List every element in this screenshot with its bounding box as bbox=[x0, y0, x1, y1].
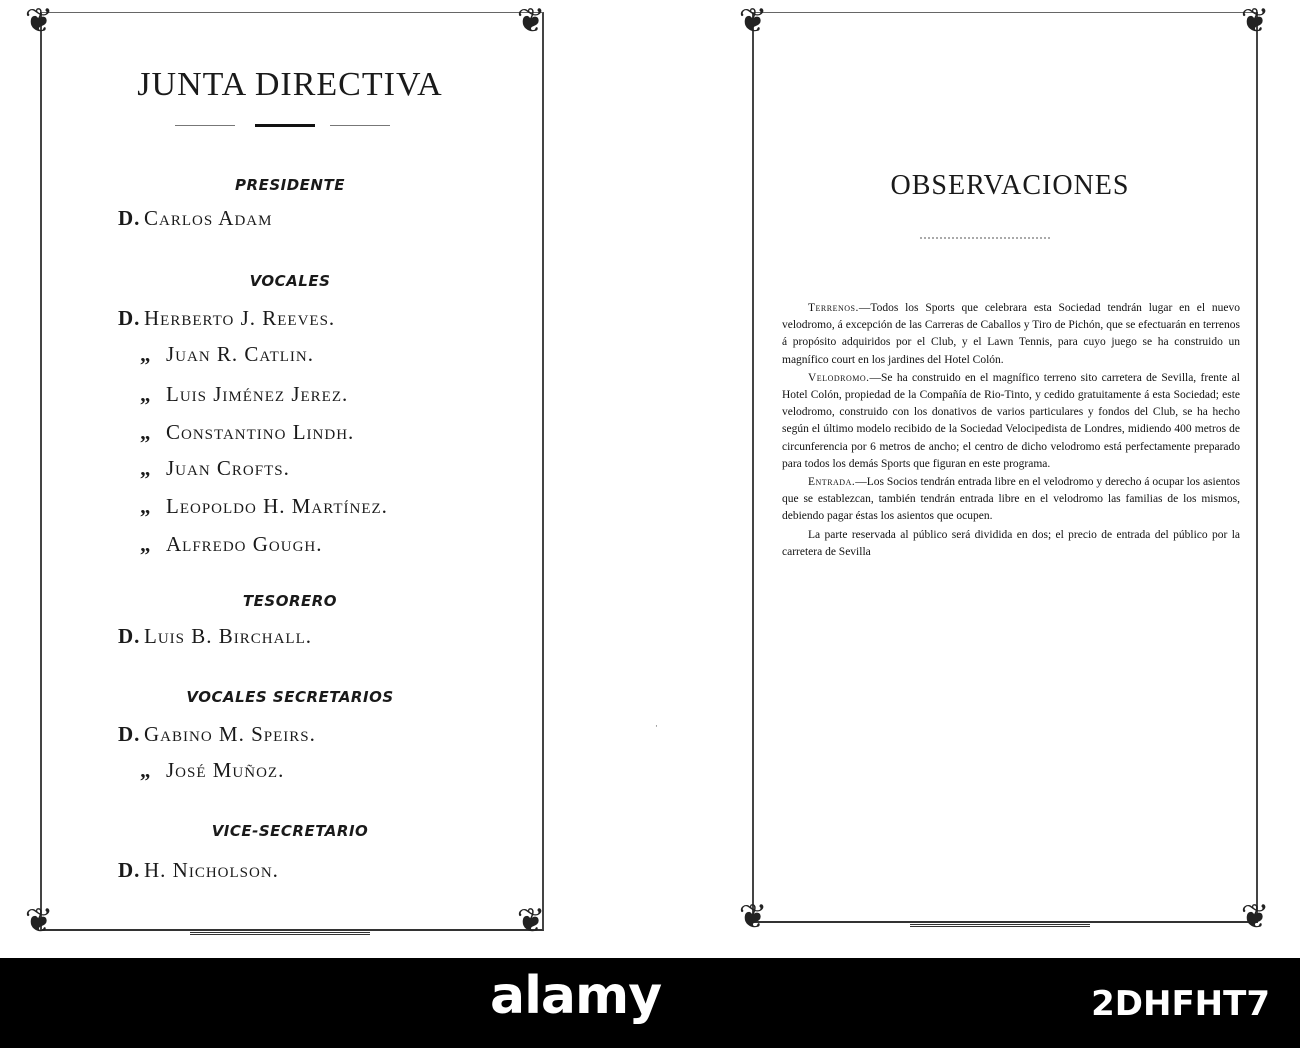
title-divider bbox=[255, 124, 315, 127]
member-name bbox=[118, 206, 272, 231]
member-name bbox=[140, 456, 290, 481]
member-prefix: D. bbox=[118, 624, 141, 648]
section-heading-vocales: VOCALES bbox=[249, 272, 331, 290]
member-text: H. Nicholson. bbox=[144, 858, 279, 882]
paragraph-publico bbox=[782, 527, 1240, 561]
title-divider bbox=[175, 125, 235, 126]
member-name bbox=[140, 382, 348, 407]
member-name bbox=[118, 306, 335, 331]
member-prefix: D. bbox=[118, 858, 141, 882]
paragraph-text: —Todos los Sports que celebrara esta Sociedad tendrán lugar en el nuevo velodromo, á excepción de las Carreras de Caballos y Tiro de Pichón, que se efectuarán en terrenos á propósito adquiridos por el Club, y el Lawn Tennis, para cuyo juego se ha construido un magnífico court en los jardines del Hotel Colón. bbox=[782, 302, 1240, 366]
member-text: Constantino Lindh. bbox=[166, 420, 355, 444]
member-text: Leopoldo H. Martínez. bbox=[166, 494, 388, 518]
member-text: Carlos Adam bbox=[144, 206, 273, 230]
member-text: José Muñoz. bbox=[166, 758, 285, 782]
paragraph-lead: Terrenos. bbox=[808, 302, 859, 314]
observaciones-title: OBSERVACIONES bbox=[890, 170, 1130, 201]
paragraph-entrada bbox=[782, 474, 1240, 526]
member-name bbox=[140, 342, 314, 367]
bottom-ornament bbox=[910, 914, 1090, 927]
page-title: JUNTA DIRECTIVA bbox=[137, 66, 443, 103]
paragraph-lead: Velodromo. bbox=[808, 371, 870, 384]
member-name bbox=[118, 624, 312, 649]
member-text: Herberto J. Reeves. bbox=[144, 306, 336, 330]
image-code: 2DHFHT7 bbox=[1091, 984, 1270, 1024]
member-prefix: „ bbox=[140, 420, 152, 444]
paragraph-terrenos bbox=[782, 300, 1240, 369]
member-name bbox=[140, 532, 323, 557]
section-heading-presidente: PRESIDENTE bbox=[235, 176, 345, 194]
member-name bbox=[118, 858, 279, 883]
corner-ornament-icon: ❦ bbox=[516, 901, 546, 941]
corner-ornament-icon: ❦ bbox=[1240, 897, 1270, 937]
watermark-footer bbox=[0, 958, 1300, 1048]
left-page bbox=[0, 0, 590, 958]
member-name bbox=[140, 420, 354, 445]
member-prefix: „ bbox=[140, 382, 152, 406]
member-prefix: „ bbox=[140, 532, 152, 556]
member-text: Juan Crofts. bbox=[166, 456, 290, 480]
paragraph-text: La parte reservada al público será dividida en dos; el precio de entrada del público por la carretera de Sevilla bbox=[782, 528, 1240, 558]
member-text: Gabino M. Speirs. bbox=[144, 722, 316, 746]
member-prefix: D. bbox=[118, 722, 141, 746]
section-heading-vice-secretario: VICE-SECRETARIO bbox=[211, 822, 369, 840]
corner-ornament-icon: ❦ bbox=[738, 897, 768, 937]
section-heading-vocales-secretarios: VOCALES SECRETARIOS bbox=[186, 688, 394, 706]
section-heading-tesorero: TESORERO bbox=[242, 592, 338, 610]
brand-logo: alamy bbox=[490, 966, 662, 1026]
corner-ornament-icon: ❦ bbox=[516, 1, 546, 41]
left-page-border bbox=[40, 12, 544, 931]
member-prefix: „ bbox=[140, 456, 152, 480]
member-text: Luis Jiménez Jerez. bbox=[166, 382, 349, 406]
paragraph-velodromo bbox=[782, 370, 1240, 473]
title-divider bbox=[330, 125, 390, 126]
member-prefix: „ bbox=[140, 758, 152, 782]
member-text: Juan R. Catlin. bbox=[166, 342, 315, 366]
spine-mark: · bbox=[655, 722, 658, 732]
member-prefix: „ bbox=[140, 494, 152, 518]
paragraph-text: —Los Socios tendrán entrada libre en el velodromo y derecho á ocupar los asientos que se establezcan, también tendrán entrada libre en el velodromo las familias de los mismos, debiendo pagar éstas los asientos que ocupen. bbox=[782, 476, 1240, 523]
observaciones-body bbox=[782, 300, 1240, 562]
member-text: Luis B. Birchall. bbox=[144, 624, 313, 648]
member-name bbox=[140, 494, 388, 519]
title-divider bbox=[920, 237, 1050, 241]
member-name bbox=[118, 722, 316, 747]
corner-ornament-icon: ❦ bbox=[24, 901, 54, 941]
corner-ornament-icon: ❦ bbox=[738, 1, 768, 41]
member-prefix: D. bbox=[118, 206, 141, 230]
member-name bbox=[140, 758, 284, 783]
member-prefix: „ bbox=[140, 342, 152, 366]
corner-ornament-icon: ❦ bbox=[1240, 1, 1270, 41]
paragraph-text: —Se ha construido en el magnífico terreno sito carretera de Sevilla, frente al Hotel Colón, propiedad de la Compañía de Rio-Tinto, y cedido gratuitamente á esta Sociedad; este velodromo, construido con los donativos de varios particulares y fondos del Club, se ha hecho según el último modelo recibido de la Sociedad Velocipedista de Londres, midiendo 400 metros de circunferencia por 6 metros de ancho; el centro de dicho velodromo está perfectamente preparado para todos los demás Sports que figuran en este programa. bbox=[782, 371, 1240, 470]
paragraph-lead: Entrada. bbox=[808, 476, 856, 489]
corner-ornament-icon: ❦ bbox=[24, 1, 54, 41]
member-text: Alfredo Gough. bbox=[166, 532, 323, 556]
bottom-ornament bbox=[190, 922, 370, 935]
member-prefix: D. bbox=[118, 306, 141, 330]
